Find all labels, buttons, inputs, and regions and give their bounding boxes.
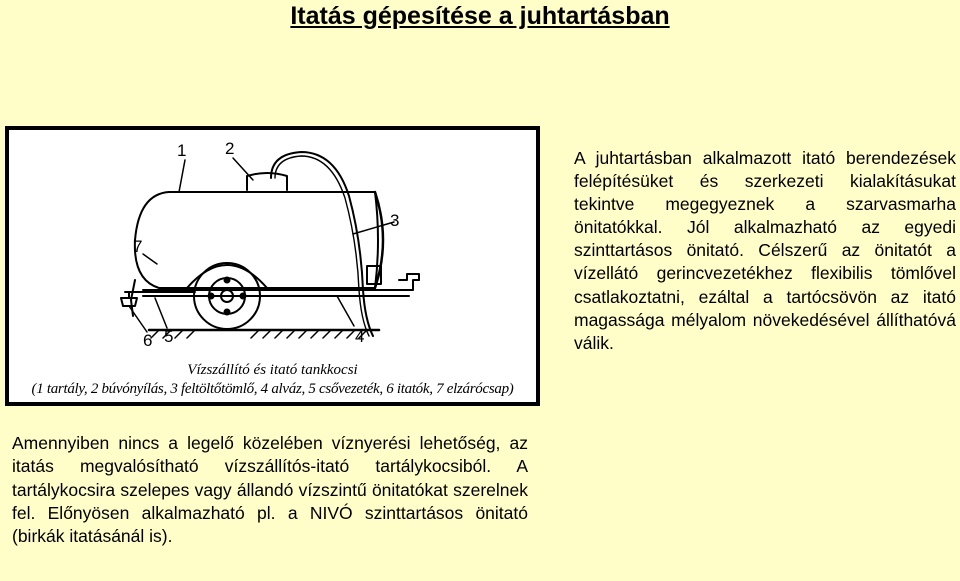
bottom-paragraph: Amennyiben nincs a legelő közelében víznyerési lehetőség, az itatás megvalósítható vízszállítós-itató tartálykocsiból. A tartálykocsira szelepes vagy állandó vízszintű önitatókat szerelnek fel. Előnyösen alkalmazható pl. a NIVÓ szinttartásos önitató (birkák itatásánál is). <box>12 433 528 547</box>
tank-wagon-figure <box>5 126 540 406</box>
leader-2 <box>233 158 253 180</box>
leader-4 <box>337 296 354 326</box>
right-paragraph: A juhtartásban alkalmazott itató berendezések felépítésüket és szerkezeti kialakításukat tekintve megegyeznek a szarvasmarha önitatókkal. Jól alkalmazható az egyedi szinttartásos önitató. Célszerű az önitatót a vízellátó gerincvezetékhez flexibilis tömlővel csatlakoztatni, ezáltal a tartócsövön az itató magassága mélyalom növekedésével állíthatóvá válik. <box>574 148 956 353</box>
leader-5 <box>155 298 167 328</box>
part-number-6: 6 <box>143 331 153 350</box>
part-number-7: 7 <box>133 237 143 256</box>
leader-1 <box>179 160 185 192</box>
part-number-2: 2 <box>225 139 235 158</box>
figure-canvas <box>9 130 536 402</box>
part-number-5: 5 <box>164 327 174 346</box>
trough-left <box>121 298 137 306</box>
part-number-4: 4 <box>355 327 365 346</box>
slide-title: Itatás gépesítése a juhtartásban <box>290 2 670 30</box>
manhole <box>247 173 287 190</box>
filling-hose-2 <box>275 156 369 336</box>
tank-body <box>135 192 378 288</box>
leader-7 <box>143 254 157 264</box>
leader-3 <box>353 222 394 234</box>
figure-caption-title: Vízszállító és itató tankkocsi <box>187 362 358 378</box>
leader-6 <box>129 306 147 332</box>
part-number-3: 3 <box>390 211 400 230</box>
figure-caption-legend: (1 tartály, 2 búvónyílás, 3 feltöltőtömlő, 4 alváz, 5 csővezeték, 6 itatók, 7 elzárócsap) <box>31 381 514 397</box>
part-number-1: 1 <box>177 141 187 160</box>
